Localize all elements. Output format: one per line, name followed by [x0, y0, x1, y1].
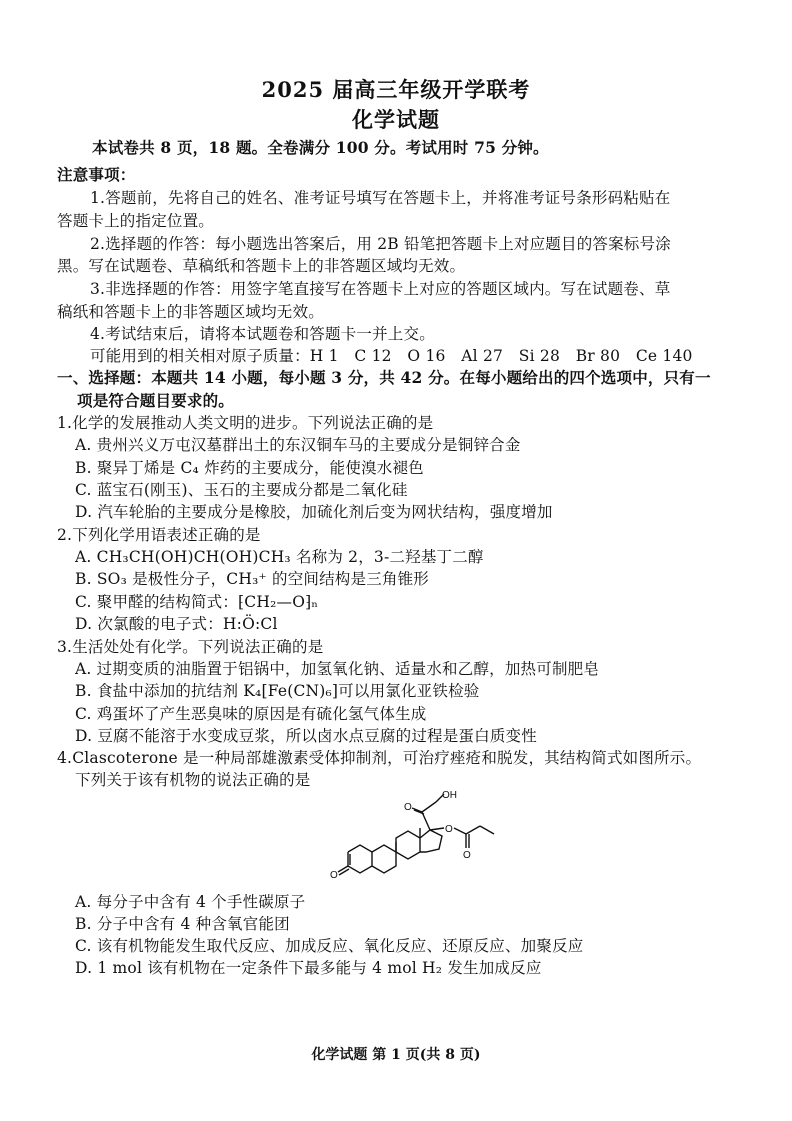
option-a: A. CH₃CH(OH)CH(OH)CH₃ 名称为 2，3-二羟基丁二醇 — [75, 548, 484, 566]
note-line: 1.答题前，先将自己的姓名、准考证号填写在答题卡上，并将准考证号条形码粘贴在 — [90, 189, 671, 207]
option-c: C. 蓝宝石(刚玉)、玉石的主要成分都是二氧化硅 — [75, 481, 408, 499]
option-b: B. 分子中含有 4 种含氧官能团 — [75, 915, 290, 933]
atomic-masses: 可能用到的相关相对原子质量：H 1 C 12 O 16 Al 27 Si 28 Br 80 Ce 140 — [90, 347, 693, 365]
note-line: 稿纸和答题卡上的非答题区域均无效。 — [57, 303, 324, 321]
option-d: D. 汽车轮胎的主要成分是橡胶，加硫化剂后变为网状结构，强度增加 — [75, 503, 553, 521]
atom-label: O — [330, 870, 338, 881]
question-stem: 2.下列化学用语表述正确的是 — [57, 526, 261, 544]
option-d: D. 次氯酸的电子式：H:Ö:Cl — [75, 615, 278, 633]
question-stem-cont: 下列关于该有机物的说法正确的是 — [75, 771, 311, 789]
option-c: C. 鸡蛋坏了产生恶臭味的原因是有硫化氢气体生成 — [75, 705, 427, 723]
option-b: B. 食盐中添加的抗结剂 K₄[Fe(CN)₆]可以用氯化亚铁检验 — [75, 682, 480, 700]
exam-title: 2025 届高三年级开学联考 — [261, 77, 531, 102]
note-line: 3.非选择题的作答：用签字笔直接写在答题卡上对应的答题区域内。写在试题卷、草 — [90, 280, 671, 298]
question-stem: 4.Clascoterone 是一种局部雄激素受体抑制剂，可治疗痤疮和脱发，其结构简式如图所示。 — [57, 749, 702, 767]
note-line: 2.选择题的作答：每小题选出答案后，用 2B 铅笔把答题卡上对应题目的答案标号涂 — [90, 235, 671, 253]
atom-label: O — [463, 850, 471, 861]
section-heading-cont: 项是符合题目要求的。 — [77, 391, 235, 410]
note-line: 黑。写在试题卷、草稿纸和答题卡上的非答题区域均无效。 — [57, 257, 466, 275]
note-line: 答题卡上的指定位置。 — [57, 212, 215, 230]
option-b: B. 聚异丁烯是 C₄ 炸药的主要成分，能使溴水褪色 — [75, 459, 424, 477]
option-a: A. 每分子中含有 4 个手性碳原子 — [75, 893, 306, 911]
option-b: B. SO₃ 是极性分子，CH₃⁺ 的空间结构是三角锥形 — [75, 570, 430, 588]
option-a: A. 过期变质的油脂置于铝锅中，加氢氧化钠、适量水和乙醇，加热可制肥皂 — [75, 660, 600, 678]
option-d: D. 豆腐不能溶于水变成豆浆，所以卤水点豆腐的过程是蛋白质变性 — [75, 727, 537, 745]
atom-label: O — [404, 802, 412, 813]
question-stem: 3.生活处处有化学。下列说法正确的是 — [57, 638, 324, 656]
clascoterone-structure — [318, 790, 508, 890]
option-c: C. 该有机物能发生取代反应、加成反应、氧化反应、还原反应、加聚反应 — [75, 937, 584, 955]
atom-label: OH — [442, 790, 457, 801]
exam-subject: 化学试题 — [352, 107, 440, 132]
note-line: 4.考试结束后，请将本试题卷和答题卡一并上交。 — [90, 325, 435, 343]
section-heading: 一、选择题：本题共 14 小题，每小题 3 分，共 42 分。在每小题给出的四个选项中，只有一 — [57, 368, 711, 387]
exam-info: 本试卷共 8 页，18 题。全卷满分 100 分。考试用时 75 分钟。 — [92, 138, 549, 157]
option-c: C. 聚甲醛的结构简式：⁅CH₂—O⁆ₙ — [75, 593, 319, 611]
atom-label: O — [445, 824, 453, 835]
question-stem: 1.化学的发展推动人类文明的进步。下列说法正确的是 — [57, 414, 434, 432]
page-footer: 化学试题 第 1 页(共 8 页) — [311, 1047, 481, 1063]
option-d: D. 1 mol 该有机物在一定条件下最多能与 4 mol H₂ 发生加成反应 — [75, 959, 542, 977]
notes-heading: 注意事项： — [57, 165, 136, 184]
option-a: A. 贵州兴义万屯汉墓群出土的东汉铜车马的主要成分是铜锌合金 — [75, 436, 521, 454]
